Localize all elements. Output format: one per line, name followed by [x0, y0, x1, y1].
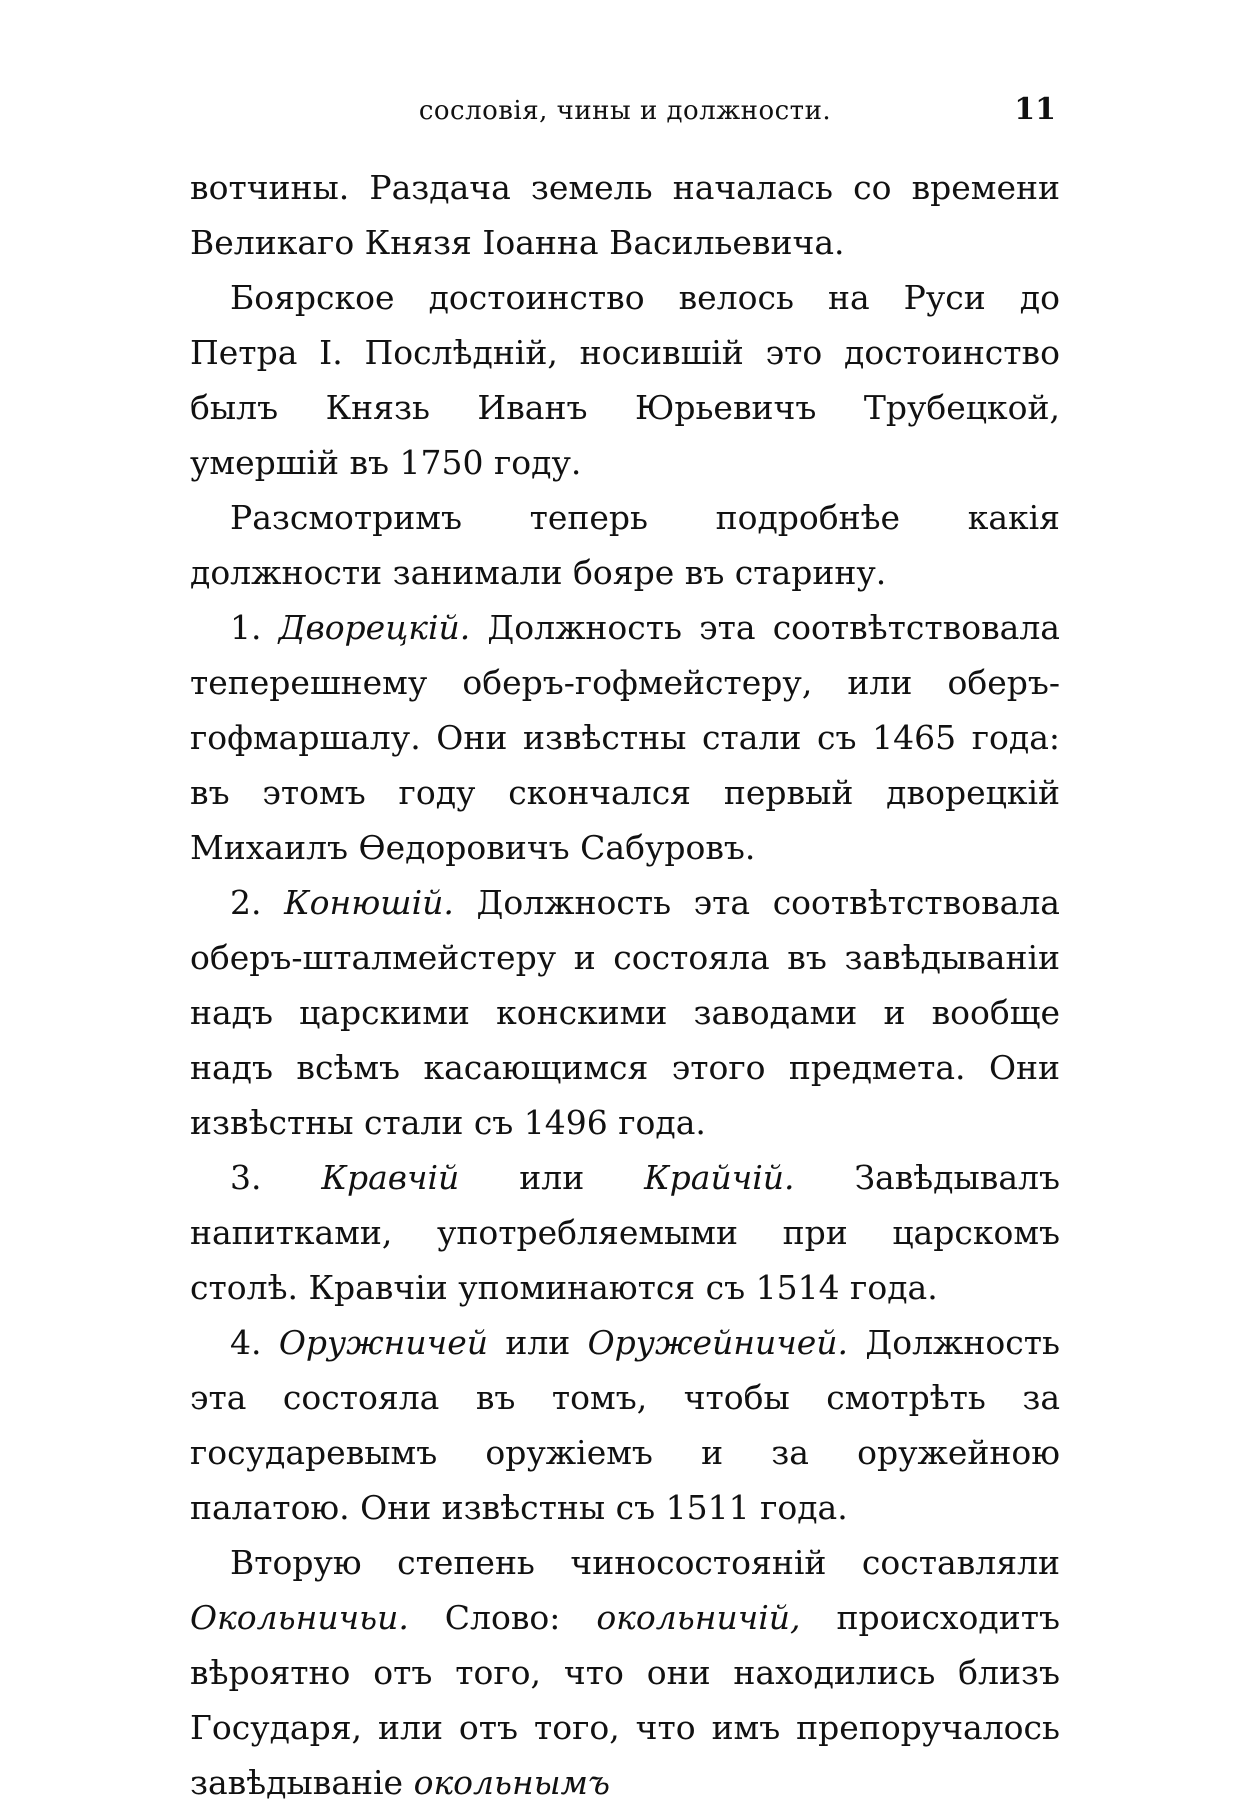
item-term: Дворецкій. [278, 608, 471, 647]
running-title: сословія, чины и должности. [418, 96, 832, 126]
page-number: 11 [1014, 92, 1056, 127]
list-item-dvoretsky [190, 600, 1060, 875]
paragraph-text: вотчины. Раздача земель началась со времени Великаго Князя Іоанна Васильевича. [190, 168, 1060, 262]
item-conjunction: или [519, 1158, 585, 1197]
running-head [190, 92, 1060, 132]
item-term: Конюшій. [284, 883, 454, 922]
term-okolnym: окольнымъ [413, 1763, 610, 1802]
paragraph-text: Боярское достоинство велось на Руси до Петра I. Послѣдній, носившій это достоинство былъ Князь Иванъ Юрьевичъ Трубецкой, умершій въ 1750 году. [190, 278, 1060, 482]
body-text [190, 160, 1060, 1810]
item-conjunction: или [505, 1323, 571, 1362]
paragraph-text: Разсмотримъ теперь подробнѣе какія должности занимали бояре въ старину. [190, 498, 1060, 592]
item-term-alt: Крайчій. [644, 1158, 795, 1197]
item-number: 3. [230, 1158, 262, 1197]
item-term: Кравчій [321, 1158, 460, 1197]
paragraph-text: Слово: [444, 1598, 561, 1637]
item-number: 1. [230, 608, 262, 647]
item-number: 2. [230, 883, 262, 922]
term-okolnichy: окольничій, [596, 1598, 801, 1637]
paragraph [190, 160, 1060, 270]
paragraph-text: происходитъ вѣроятно отъ того, что они находились близъ Государя, или отъ того, что имъ препоручалось завѣдываніе [190, 1598, 1060, 1802]
paragraph [190, 490, 1060, 600]
list-item-oruzhnichey [190, 1315, 1060, 1535]
paragraph [190, 270, 1060, 490]
item-number: 4. [230, 1323, 262, 1362]
item-text: Должность эта соотвѣтствовала оберъ-шталмейстеру и состояла въ завѣдываніи надъ царскими конскими заводами и вообще надъ всѣмъ касающимся этого предмета. Они извѣстны стали съ 1496 года. [190, 883, 1060, 1142]
paragraph-text: Вторую степень чиносостояній составляли [230, 1543, 1060, 1582]
list-item-kravchy [190, 1150, 1060, 1315]
item-term: Оружничей [278, 1323, 488, 1362]
item-text: Завѣдывалъ напитками, употребляемыми при царскомъ столѣ. Кравчіи упоминаются съ 1514 года. [190, 1158, 1060, 1307]
term-okolnichi: Окольничьи. [190, 1598, 409, 1637]
paragraph-okolnichi [190, 1535, 1060, 1810]
item-text: Должность эта соотвѣтствовала теперешнему оберъ-гофмейстеру, или оберъ-гофмаршалу. Они извѣстны стали съ 1465 года: въ этомъ году скончался первый дворецкій Михаилъ Ѳедоровичъ Сабуровъ. [190, 608, 1060, 867]
list-item-konyushy [190, 875, 1060, 1150]
item-text: Должность эта состояла въ томъ, чтобы смотрѣть за государевымъ оружіемъ и за оружейною палатою. Они извѣстны съ 1511 года. [190, 1323, 1060, 1527]
item-term-alt: Оружейничей. [587, 1323, 849, 1362]
